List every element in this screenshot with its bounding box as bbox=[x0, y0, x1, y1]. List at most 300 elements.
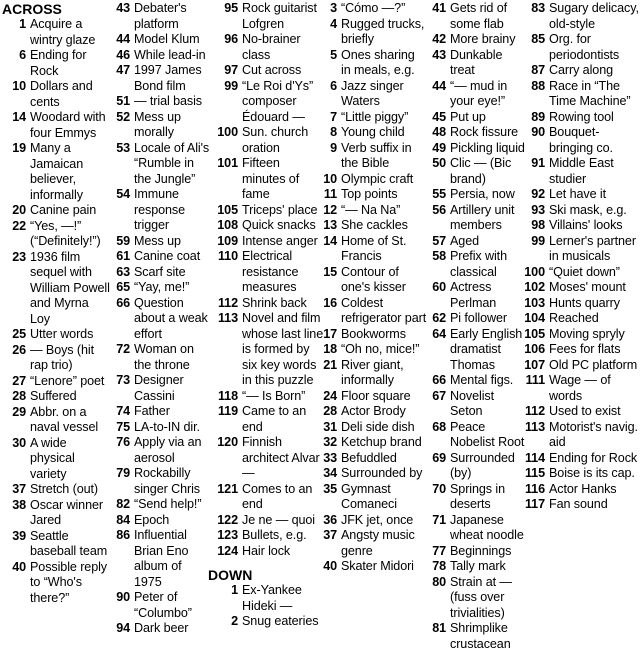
down-clue-116 bbox=[523, 482, 640, 498]
across-clue-1 bbox=[2, 17, 110, 48]
down-clue-9 bbox=[321, 141, 427, 172]
clue-number: 114 bbox=[524, 450, 545, 465]
clue-text: Finnish architect Alvar — bbox=[242, 435, 320, 480]
clue-number: 56 bbox=[432, 202, 446, 217]
across-clue-123 bbox=[208, 528, 324, 544]
clue-text: 1997 James Bond film bbox=[134, 63, 202, 93]
clue-number: 10 bbox=[12, 79, 26, 93]
clue-number: 43 bbox=[432, 47, 446, 62]
clue-number: 87 bbox=[531, 63, 545, 77]
clue-text: Beginnings bbox=[450, 543, 512, 558]
down-clue-113 bbox=[523, 420, 640, 451]
down-clue-14 bbox=[321, 234, 427, 265]
clue-text: Father bbox=[134, 404, 170, 418]
across-clue-26 bbox=[2, 343, 110, 374]
clue-number: 40 bbox=[12, 559, 26, 574]
down-clue-104 bbox=[523, 311, 640, 327]
down-clue-105 bbox=[523, 327, 640, 343]
clue-number: 91 bbox=[531, 156, 545, 170]
across-clue-40 bbox=[2, 560, 110, 607]
clue-text: Oscar winner Jared bbox=[30, 497, 103, 527]
clue-text: Ex-Yankee Hideki — bbox=[242, 583, 302, 613]
across-clue-105 bbox=[208, 203, 324, 219]
across-clue-75 bbox=[108, 420, 211, 436]
clue-text: Moving spryly bbox=[549, 326, 625, 341]
down-clue-83 bbox=[523, 1, 640, 32]
clue-text: Locale of Ali's “Rumble in the Jungle” bbox=[134, 140, 210, 186]
clue-number: 10 bbox=[323, 171, 337, 186]
clue-text: Ski mask, e.g. bbox=[549, 202, 627, 217]
clue-text: Dollars and cents bbox=[30, 79, 93, 109]
clue-number: 44 bbox=[116, 32, 130, 46]
clue-text: Wage — of words bbox=[549, 373, 611, 403]
clue-number: 52 bbox=[116, 109, 130, 124]
clue-text: “Send help!” bbox=[134, 497, 202, 511]
down-clue-60 bbox=[424, 280, 526, 311]
down-clue-37 bbox=[321, 528, 427, 559]
down-clue-89 bbox=[523, 110, 640, 126]
down-clue-34 bbox=[321, 466, 427, 482]
clue-number: 123 bbox=[217, 528, 238, 542]
clue-number: 41 bbox=[432, 1, 446, 15]
down-clue-91 bbox=[523, 156, 640, 187]
clue-number: 109 bbox=[217, 233, 238, 248]
clue-text: Ending for Rock bbox=[549, 450, 638, 465]
clue-number: 65 bbox=[116, 280, 130, 294]
clue-number: 85 bbox=[531, 32, 545, 46]
clue-number: 79 bbox=[116, 466, 130, 480]
clue-number: 111 bbox=[525, 373, 545, 387]
clue-text: “— mud in your eye!” bbox=[450, 78, 508, 108]
clue-text: Aged bbox=[450, 233, 480, 248]
clue-number: 76 bbox=[116, 435, 130, 449]
clue-number: 99 bbox=[224, 78, 238, 93]
down-clue-1 bbox=[208, 583, 324, 614]
clue-text: Coldest refrigerator part bbox=[341, 295, 427, 325]
clue-text: Woman on the throne bbox=[134, 342, 194, 372]
clue-number: 118 bbox=[217, 388, 238, 403]
clue-number: 33 bbox=[323, 450, 337, 465]
across-clue-119 bbox=[208, 404, 324, 435]
clue-text: Hair lock bbox=[242, 543, 291, 558]
clue-text: Jazz singer Waters bbox=[341, 78, 404, 108]
down-clue-106 bbox=[523, 342, 640, 358]
across-clue-51 bbox=[108, 94, 211, 110]
clue-text: Quick snacks bbox=[242, 218, 316, 232]
clue-text: Debater's platform bbox=[134, 1, 187, 31]
across-clue-74 bbox=[108, 404, 211, 420]
clue-text: Motorist's navig. aid bbox=[549, 419, 638, 449]
across-clue-54 bbox=[108, 187, 211, 234]
clue-number: 55 bbox=[432, 187, 446, 201]
clue-text: Seattle baseball team bbox=[30, 528, 108, 558]
down-clue-41 bbox=[424, 1, 526, 32]
across-clue-121 bbox=[208, 482, 324, 513]
down-clue-28 bbox=[321, 404, 427, 420]
clue-text: Acquire a wintry glaze bbox=[30, 17, 96, 47]
clue-text: Apply via an aerosol bbox=[134, 435, 202, 465]
down-clue-50 bbox=[424, 156, 526, 187]
clue-text: Actor Hanks bbox=[549, 481, 617, 496]
down-clue-12 bbox=[321, 203, 427, 219]
down-clue-69 bbox=[424, 451, 526, 482]
clue-text: Abbr. on a naval vessel bbox=[30, 404, 99, 434]
clue-text: “— Na Na” bbox=[341, 202, 401, 217]
clue-text: Middle East studier bbox=[549, 156, 614, 186]
clue-number: 92 bbox=[531, 187, 545, 201]
clue-text: Skater Midori bbox=[341, 559, 414, 573]
clue-number: 105 bbox=[217, 202, 238, 217]
clue-text: Woodard with four Emmys bbox=[30, 110, 106, 140]
clue-number: 3 bbox=[330, 1, 337, 15]
across-clue-108 bbox=[208, 218, 324, 234]
clue-text: Lerner's partner in musicals bbox=[549, 233, 636, 263]
across-clue-63 bbox=[108, 265, 211, 281]
clue-text: Utter words bbox=[30, 327, 94, 341]
clue-number: 58 bbox=[432, 249, 446, 263]
clue-text: Epoch bbox=[134, 512, 170, 527]
clue-number: 88 bbox=[531, 78, 545, 93]
down-clue-21 bbox=[321, 358, 427, 389]
across-clue-66 bbox=[108, 296, 211, 343]
down-clue-93 bbox=[523, 203, 640, 219]
clue-number: 50 bbox=[432, 156, 446, 170]
across-clue-120 bbox=[208, 435, 324, 482]
down-clue-87 bbox=[523, 63, 640, 79]
clue-text: “Oh no, mice!” bbox=[341, 342, 420, 356]
clue-text: Bouquet-bringing co. bbox=[549, 125, 613, 155]
down-clue-100 bbox=[523, 265, 640, 281]
clue-number: 14 bbox=[12, 110, 26, 124]
clue-text: Fees for flats bbox=[549, 342, 621, 356]
down-clue-44 bbox=[424, 79, 526, 110]
down-clue-117 bbox=[523, 497, 640, 513]
down-clue-103 bbox=[523, 296, 640, 312]
clue-number: 61 bbox=[116, 249, 130, 263]
clue-text: Comes to an end bbox=[242, 481, 313, 511]
clue-text: Actor Brody bbox=[341, 404, 406, 418]
clue-text: Young child bbox=[341, 125, 405, 139]
clue-text: Ketchup brand bbox=[341, 435, 422, 449]
clue-number: 31 bbox=[323, 419, 337, 434]
clue-number: 115 bbox=[524, 466, 545, 480]
across-clue-79 bbox=[108, 466, 211, 497]
across-clue-47 bbox=[108, 63, 211, 94]
down-clue-112 bbox=[523, 404, 640, 420]
clue-column-1 bbox=[2, 1, 110, 606]
clue-text: 1936 film sequel with William Powell and Myrna Loy bbox=[30, 249, 110, 326]
down-heading: DOWN bbox=[208, 567, 253, 583]
clue-number: 120 bbox=[217, 435, 238, 449]
across-clue-72 bbox=[108, 342, 211, 373]
across-clue-122 bbox=[208, 513, 324, 529]
down-clue-90 bbox=[523, 125, 640, 156]
across-clue-10 bbox=[2, 79, 110, 110]
across-clue-23 bbox=[2, 250, 110, 328]
clue-text: Gets rid of some flab bbox=[450, 1, 507, 31]
clue-text: Bookworms bbox=[341, 326, 406, 341]
down-clue-62 bbox=[424, 311, 526, 327]
clue-number: 96 bbox=[224, 32, 238, 46]
clue-number: 26 bbox=[12, 342, 26, 357]
clue-number: 97 bbox=[224, 63, 238, 77]
clue-number: 113 bbox=[217, 311, 238, 325]
clue-text: Verb suffix in the Bible bbox=[341, 140, 412, 170]
clue-text: Sugary delicacy, old-style bbox=[549, 1, 639, 31]
across-clue-95 bbox=[208, 1, 324, 32]
clue-number: 29 bbox=[12, 404, 26, 419]
clue-number: 101 bbox=[217, 156, 238, 170]
clue-number: 39 bbox=[12, 528, 26, 543]
across-clue-86 bbox=[108, 528, 211, 590]
clue-number: 73 bbox=[116, 373, 130, 387]
across-clue-96 bbox=[208, 32, 324, 63]
across-clue-76 bbox=[108, 435, 211, 466]
down-clue-58 bbox=[424, 249, 526, 280]
down-clue-67 bbox=[424, 389, 526, 420]
clue-text: Rockabilly singer Chris bbox=[134, 466, 200, 496]
clue-number: 6 bbox=[19, 48, 26, 62]
across-heading: ACROSS bbox=[2, 1, 62, 17]
clue-number: 15 bbox=[323, 264, 337, 279]
down-clue-31 bbox=[321, 420, 427, 436]
down-clue-49 bbox=[424, 141, 526, 157]
clue-text: Surrounded by bbox=[341, 466, 423, 480]
clue-column-4 bbox=[321, 1, 427, 575]
across-clue-101 bbox=[208, 156, 324, 203]
clue-text: Put up bbox=[450, 109, 486, 124]
clue-number: 28 bbox=[323, 404, 337, 418]
across-clue-22 bbox=[2, 219, 110, 250]
clue-number: 24 bbox=[323, 388, 337, 403]
clue-column-6 bbox=[523, 1, 640, 513]
clue-number: 105 bbox=[524, 326, 545, 341]
down-clue-45 bbox=[424, 110, 526, 126]
clue-number: 42 bbox=[432, 32, 446, 46]
across-clue-38 bbox=[2, 498, 110, 529]
down-clue-4 bbox=[321, 17, 427, 48]
clue-number: 18 bbox=[323, 342, 337, 356]
clue-text: Possible reply to “Who's there?” bbox=[30, 559, 107, 605]
clue-number: 106 bbox=[524, 342, 545, 356]
clue-number: 74 bbox=[116, 404, 130, 418]
clue-text: Influential Brian Eno album of 1975 bbox=[134, 528, 189, 589]
down-clue-36 bbox=[321, 513, 427, 529]
clue-number: 78 bbox=[432, 559, 446, 573]
clue-number: 63 bbox=[116, 264, 130, 279]
down-clue-111 bbox=[523, 373, 640, 404]
clue-text: LA-to-IN dir. bbox=[134, 419, 200, 434]
across-clue-19 bbox=[2, 141, 110, 203]
clue-number: 13 bbox=[323, 218, 337, 232]
clue-number: 117 bbox=[524, 497, 545, 511]
clue-number: 28 bbox=[12, 389, 26, 403]
clue-text: Je ne — quoi bbox=[242, 512, 316, 527]
clue-text: Home of St. Francis bbox=[341, 233, 407, 263]
clue-text: Canine pain bbox=[30, 203, 97, 217]
down-clue-13 bbox=[321, 218, 427, 234]
clue-number: 93 bbox=[531, 202, 545, 217]
down-clue-18 bbox=[321, 342, 427, 358]
clue-number: 66 bbox=[432, 373, 446, 387]
clue-number: 98 bbox=[531, 218, 545, 232]
clue-text: “— Is Born” bbox=[242, 388, 306, 403]
clue-number: 77 bbox=[432, 543, 446, 558]
clue-number: 37 bbox=[12, 482, 26, 496]
clue-text: Surrounded (by) bbox=[450, 450, 515, 480]
across-clue-112 bbox=[208, 296, 324, 312]
clue-text: Old PC platform bbox=[549, 357, 638, 372]
across-clue-65 bbox=[108, 280, 211, 296]
clue-text: Moses' mount bbox=[549, 280, 626, 294]
down-clue-48 bbox=[424, 125, 526, 141]
across-clue-30 bbox=[2, 436, 110, 483]
clue-text: Immune response trigger bbox=[134, 187, 186, 232]
clue-text: “Yes, —!” (“Definitely!”) bbox=[30, 218, 101, 248]
clue-number: 121 bbox=[217, 481, 238, 496]
clue-number: 82 bbox=[116, 497, 130, 511]
clue-number: 90 bbox=[531, 125, 545, 139]
across-clue-52 bbox=[108, 110, 211, 141]
down-clue-8 bbox=[321, 125, 427, 141]
down-clue-40 bbox=[321, 559, 427, 575]
across-clue-82 bbox=[108, 497, 211, 513]
clue-number: 45 bbox=[432, 109, 446, 124]
clue-number: 104 bbox=[524, 311, 545, 325]
clue-text: Fifteen minutes of fame bbox=[242, 156, 300, 201]
clue-text: Used to exist bbox=[549, 404, 621, 418]
down-clue-66 bbox=[424, 373, 526, 389]
clue-text: Strain at — (fuss over trivialities) bbox=[450, 574, 512, 620]
clue-text: Ending for Rock bbox=[30, 48, 87, 78]
down-clue-55 bbox=[424, 187, 526, 203]
clue-text: Came to an end bbox=[242, 404, 307, 434]
clue-number: 49 bbox=[432, 140, 446, 155]
clue-text: Electrical resistance measures bbox=[242, 249, 299, 294]
across-clue-113 bbox=[208, 311, 324, 389]
section-spacer bbox=[208, 559, 324, 567]
down-clue-71 bbox=[424, 513, 526, 544]
across-clue-14 bbox=[2, 110, 110, 141]
clue-number: 35 bbox=[323, 481, 337, 496]
clue-text: Reached bbox=[549, 311, 599, 325]
clue-number: 43 bbox=[116, 1, 130, 15]
clue-number: 40 bbox=[323, 559, 337, 573]
clue-text: Peace Nobelist Root bbox=[450, 419, 525, 449]
across-clue-25 bbox=[2, 327, 110, 343]
clue-number: 11 bbox=[323, 187, 337, 201]
clue-number: 124 bbox=[217, 543, 238, 558]
clue-number: 37 bbox=[323, 528, 337, 542]
clue-number: 51 bbox=[116, 94, 130, 108]
clue-text: Rock fissure bbox=[450, 125, 519, 139]
down-clue-24 bbox=[321, 389, 427, 405]
clue-number: 19 bbox=[12, 141, 26, 155]
clue-number: 59 bbox=[116, 233, 130, 248]
clue-number: 34 bbox=[323, 466, 337, 480]
clue-text: Shrimplike crustacean bbox=[450, 621, 511, 651]
clue-number: 12 bbox=[323, 202, 337, 217]
clue-text: Peter of “Columbo” bbox=[134, 590, 192, 620]
clue-text: Novelist Seton bbox=[450, 388, 494, 418]
clue-text: Cut across bbox=[242, 63, 302, 77]
clue-number: 57 bbox=[432, 233, 446, 248]
clue-text: Olympic craft bbox=[341, 171, 414, 186]
clue-text: Tally mark bbox=[450, 559, 506, 573]
clue-text: Rock guitarist Lofgren bbox=[242, 1, 317, 31]
across-clue-73 bbox=[108, 373, 211, 404]
clue-number: 113 bbox=[524, 419, 545, 434]
clue-number: 84 bbox=[116, 512, 130, 527]
clue-number: 53 bbox=[116, 140, 130, 155]
clue-number: 103 bbox=[524, 295, 545, 310]
clue-number: 32 bbox=[323, 435, 337, 449]
clue-text: “Le Roi d'Ys” composer Édouard — bbox=[242, 78, 314, 124]
clue-text: Mess up morally bbox=[134, 109, 181, 139]
down-clue-99 bbox=[523, 234, 640, 265]
across-clue-28 bbox=[2, 389, 110, 405]
across-clue-20 bbox=[2, 203, 110, 219]
clue-number: 112 bbox=[217, 295, 238, 310]
clue-text: Race in “The Time Machine” bbox=[549, 78, 631, 108]
down-clue-57 bbox=[424, 234, 526, 250]
down-clue-115 bbox=[523, 466, 640, 482]
clue-number: 17 bbox=[323, 326, 337, 341]
clue-number: 36 bbox=[323, 512, 337, 527]
clue-number: 48 bbox=[432, 125, 446, 139]
clue-text: Rowing tool bbox=[549, 109, 614, 124]
clue-text: “Quiet down” bbox=[549, 264, 620, 279]
clue-column-3 bbox=[208, 1, 324, 630]
down-clue-3 bbox=[321, 1, 427, 17]
clue-number: 116 bbox=[524, 481, 545, 496]
clue-number: 23 bbox=[12, 249, 26, 264]
clue-number: 64 bbox=[432, 326, 446, 341]
down-clue-35 bbox=[321, 482, 427, 513]
clue-number: 8 bbox=[330, 125, 337, 139]
down-clue-88 bbox=[523, 79, 640, 110]
across-clue-61 bbox=[108, 249, 211, 265]
across-clue-29 bbox=[2, 405, 110, 436]
clue-number: 80 bbox=[432, 574, 446, 589]
clue-text: Model Klum bbox=[134, 32, 200, 46]
clue-text: Org. for periodontists bbox=[549, 32, 620, 62]
clue-text: Befuddled bbox=[341, 450, 397, 465]
across-clue-124 bbox=[208, 544, 324, 560]
clue-number: 75 bbox=[116, 419, 130, 434]
down-clue-81 bbox=[424, 621, 526, 652]
clue-text: Dark beer bbox=[134, 621, 189, 635]
clue-text: Floor square bbox=[341, 388, 411, 403]
clue-text: Ones sharing in meals, e.g. bbox=[341, 47, 415, 77]
down-clue-64 bbox=[424, 327, 526, 374]
clue-text: Sun. church oration bbox=[242, 125, 309, 155]
clue-text: Hunts quarry bbox=[549, 295, 620, 310]
down-clue-80 bbox=[424, 575, 526, 622]
clue-number: 102 bbox=[524, 280, 545, 294]
clue-number: 81 bbox=[432, 621, 446, 635]
clue-number: 67 bbox=[432, 388, 446, 403]
clue-text: Dunkable treat bbox=[450, 47, 503, 77]
clue-text: JFK jet, once bbox=[341, 512, 414, 527]
clue-column-2 bbox=[108, 1, 211, 637]
clue-number: 100 bbox=[217, 125, 238, 139]
across-clue-84 bbox=[108, 513, 211, 529]
across-clue-6 bbox=[2, 48, 110, 79]
clue-text: “Yay, me!” bbox=[134, 280, 190, 294]
clue-text: More brainy bbox=[450, 32, 516, 46]
clue-text: Clic — (Bic brand) bbox=[450, 156, 512, 186]
